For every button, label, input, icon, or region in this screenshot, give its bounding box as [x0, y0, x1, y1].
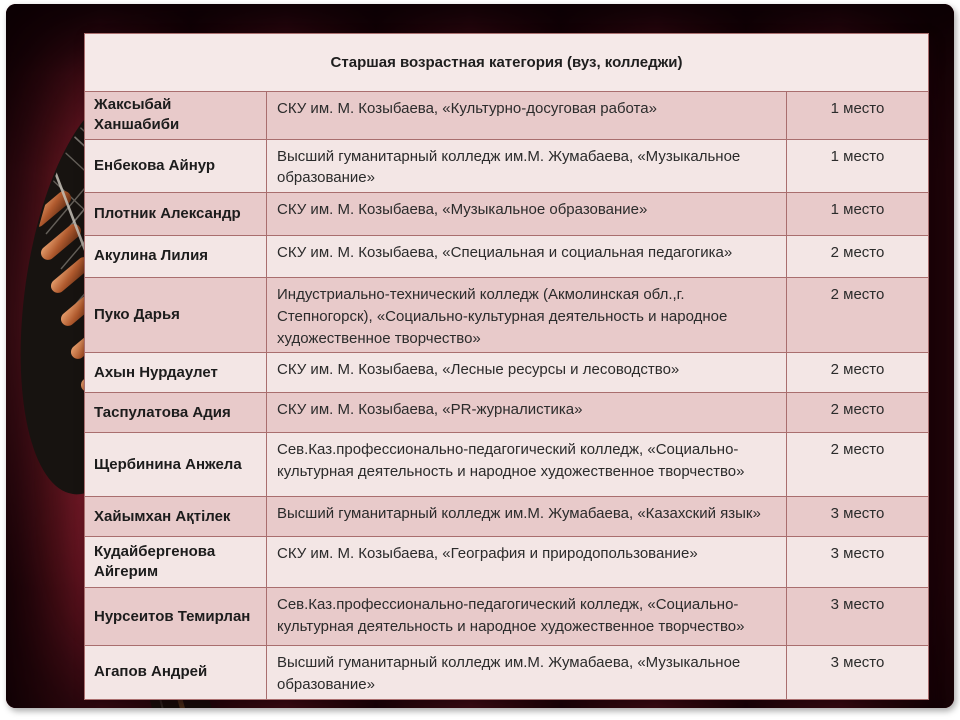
table-row: [85, 588, 929, 646]
participant-name: Агапов Андрей: [85, 646, 267, 700]
results-table: [84, 33, 929, 700]
participant-name: Жаксыбай Ханшабиби: [85, 92, 267, 140]
participant-name: Ахын Нурдаулет: [85, 353, 267, 393]
table-row: [85, 537, 929, 588]
participant-name: Акулина Лилия: [85, 236, 267, 278]
table-header-row: [85, 34, 929, 92]
participant-name: Енбекова Айнур: [85, 139, 267, 193]
table-row: [85, 353, 929, 393]
category-title: Старшая возрастная категория (вуз, колледжи): [85, 34, 929, 92]
participant-name: Кудайбергенова Айгерим: [85, 537, 267, 588]
table-row: [85, 92, 929, 140]
place-badge: 1 место: [787, 92, 929, 140]
institution: СКУ им. М. Козыбаева, «Музыкальное образование»: [267, 193, 787, 236]
place-badge: 3 место: [787, 537, 929, 588]
participant-name: Хайымхан Ақтілек: [85, 497, 267, 537]
institution: Высший гуманитарный колледж им.М. Жумабаева, «Музыкальное образование»: [267, 139, 787, 193]
participant-name: Плотник Александр: [85, 193, 267, 236]
place-badge: 1 место: [787, 139, 929, 193]
institution: СКУ им. М. Козыбаева, «Специальная и социальная педагогика»: [267, 236, 787, 278]
place-badge: 2 место: [787, 236, 929, 278]
table-row: [85, 433, 929, 497]
institution: СКУ им. М. Козыбаева, «География и природопользование»: [267, 537, 787, 588]
institution: СКУ им. М. Козыбаева, «PR-журналистика»: [267, 393, 787, 433]
institution: Индустриально-технический колледж (Акмолинская обл.,г. Степногорск), «Социально-культурная деятельность и народное художественное творчество»: [267, 278, 787, 353]
table-row: [85, 393, 929, 433]
table-row: [85, 139, 929, 193]
participant-name: Таспулатова Адия: [85, 393, 267, 433]
table-row: [85, 278, 929, 353]
table-row: [85, 236, 929, 278]
slide-photo-frame: [6, 4, 954, 708]
place-badge: 3 место: [787, 497, 929, 537]
place-badge: 2 место: [787, 278, 929, 353]
place-badge: 1 место: [787, 193, 929, 236]
place-badge: 3 место: [787, 646, 929, 700]
table-row: [85, 497, 929, 537]
participant-name: Щербинина Анжела: [85, 433, 267, 497]
table-row: [85, 646, 929, 700]
participant-name: Нурсеитов Темирлан: [85, 588, 267, 646]
institution: Высший гуманитарный колледж им.М. Жумабаева, «Музыкальное образование»: [267, 646, 787, 700]
institution: Высший гуманитарный колледж им.М. Жумабаева, «Казахский язык»: [267, 497, 787, 537]
institution: Сев.Каз.профессионально-педагогический колледж, «Социально-культурная деятельность и народное художественное творчество»: [267, 588, 787, 646]
place-badge: 3 место: [787, 588, 929, 646]
institution: СКУ им. М. Козыбаева, «Лесные ресурсы и лесоводство»: [267, 353, 787, 393]
place-badge: 2 место: [787, 353, 929, 393]
place-badge: 2 место: [787, 393, 929, 433]
institution: СКУ им. М. Козыбаева, «Культурно-досуговая работа»: [267, 92, 787, 140]
table-row: [85, 193, 929, 236]
place-badge: 2 место: [787, 433, 929, 497]
institution: Сев.Каз.профессионально-педагогический колледж, «Социально-культурная деятельность и народное художественное творчество»: [267, 433, 787, 497]
participant-name: Пуко Дарья: [85, 278, 267, 353]
